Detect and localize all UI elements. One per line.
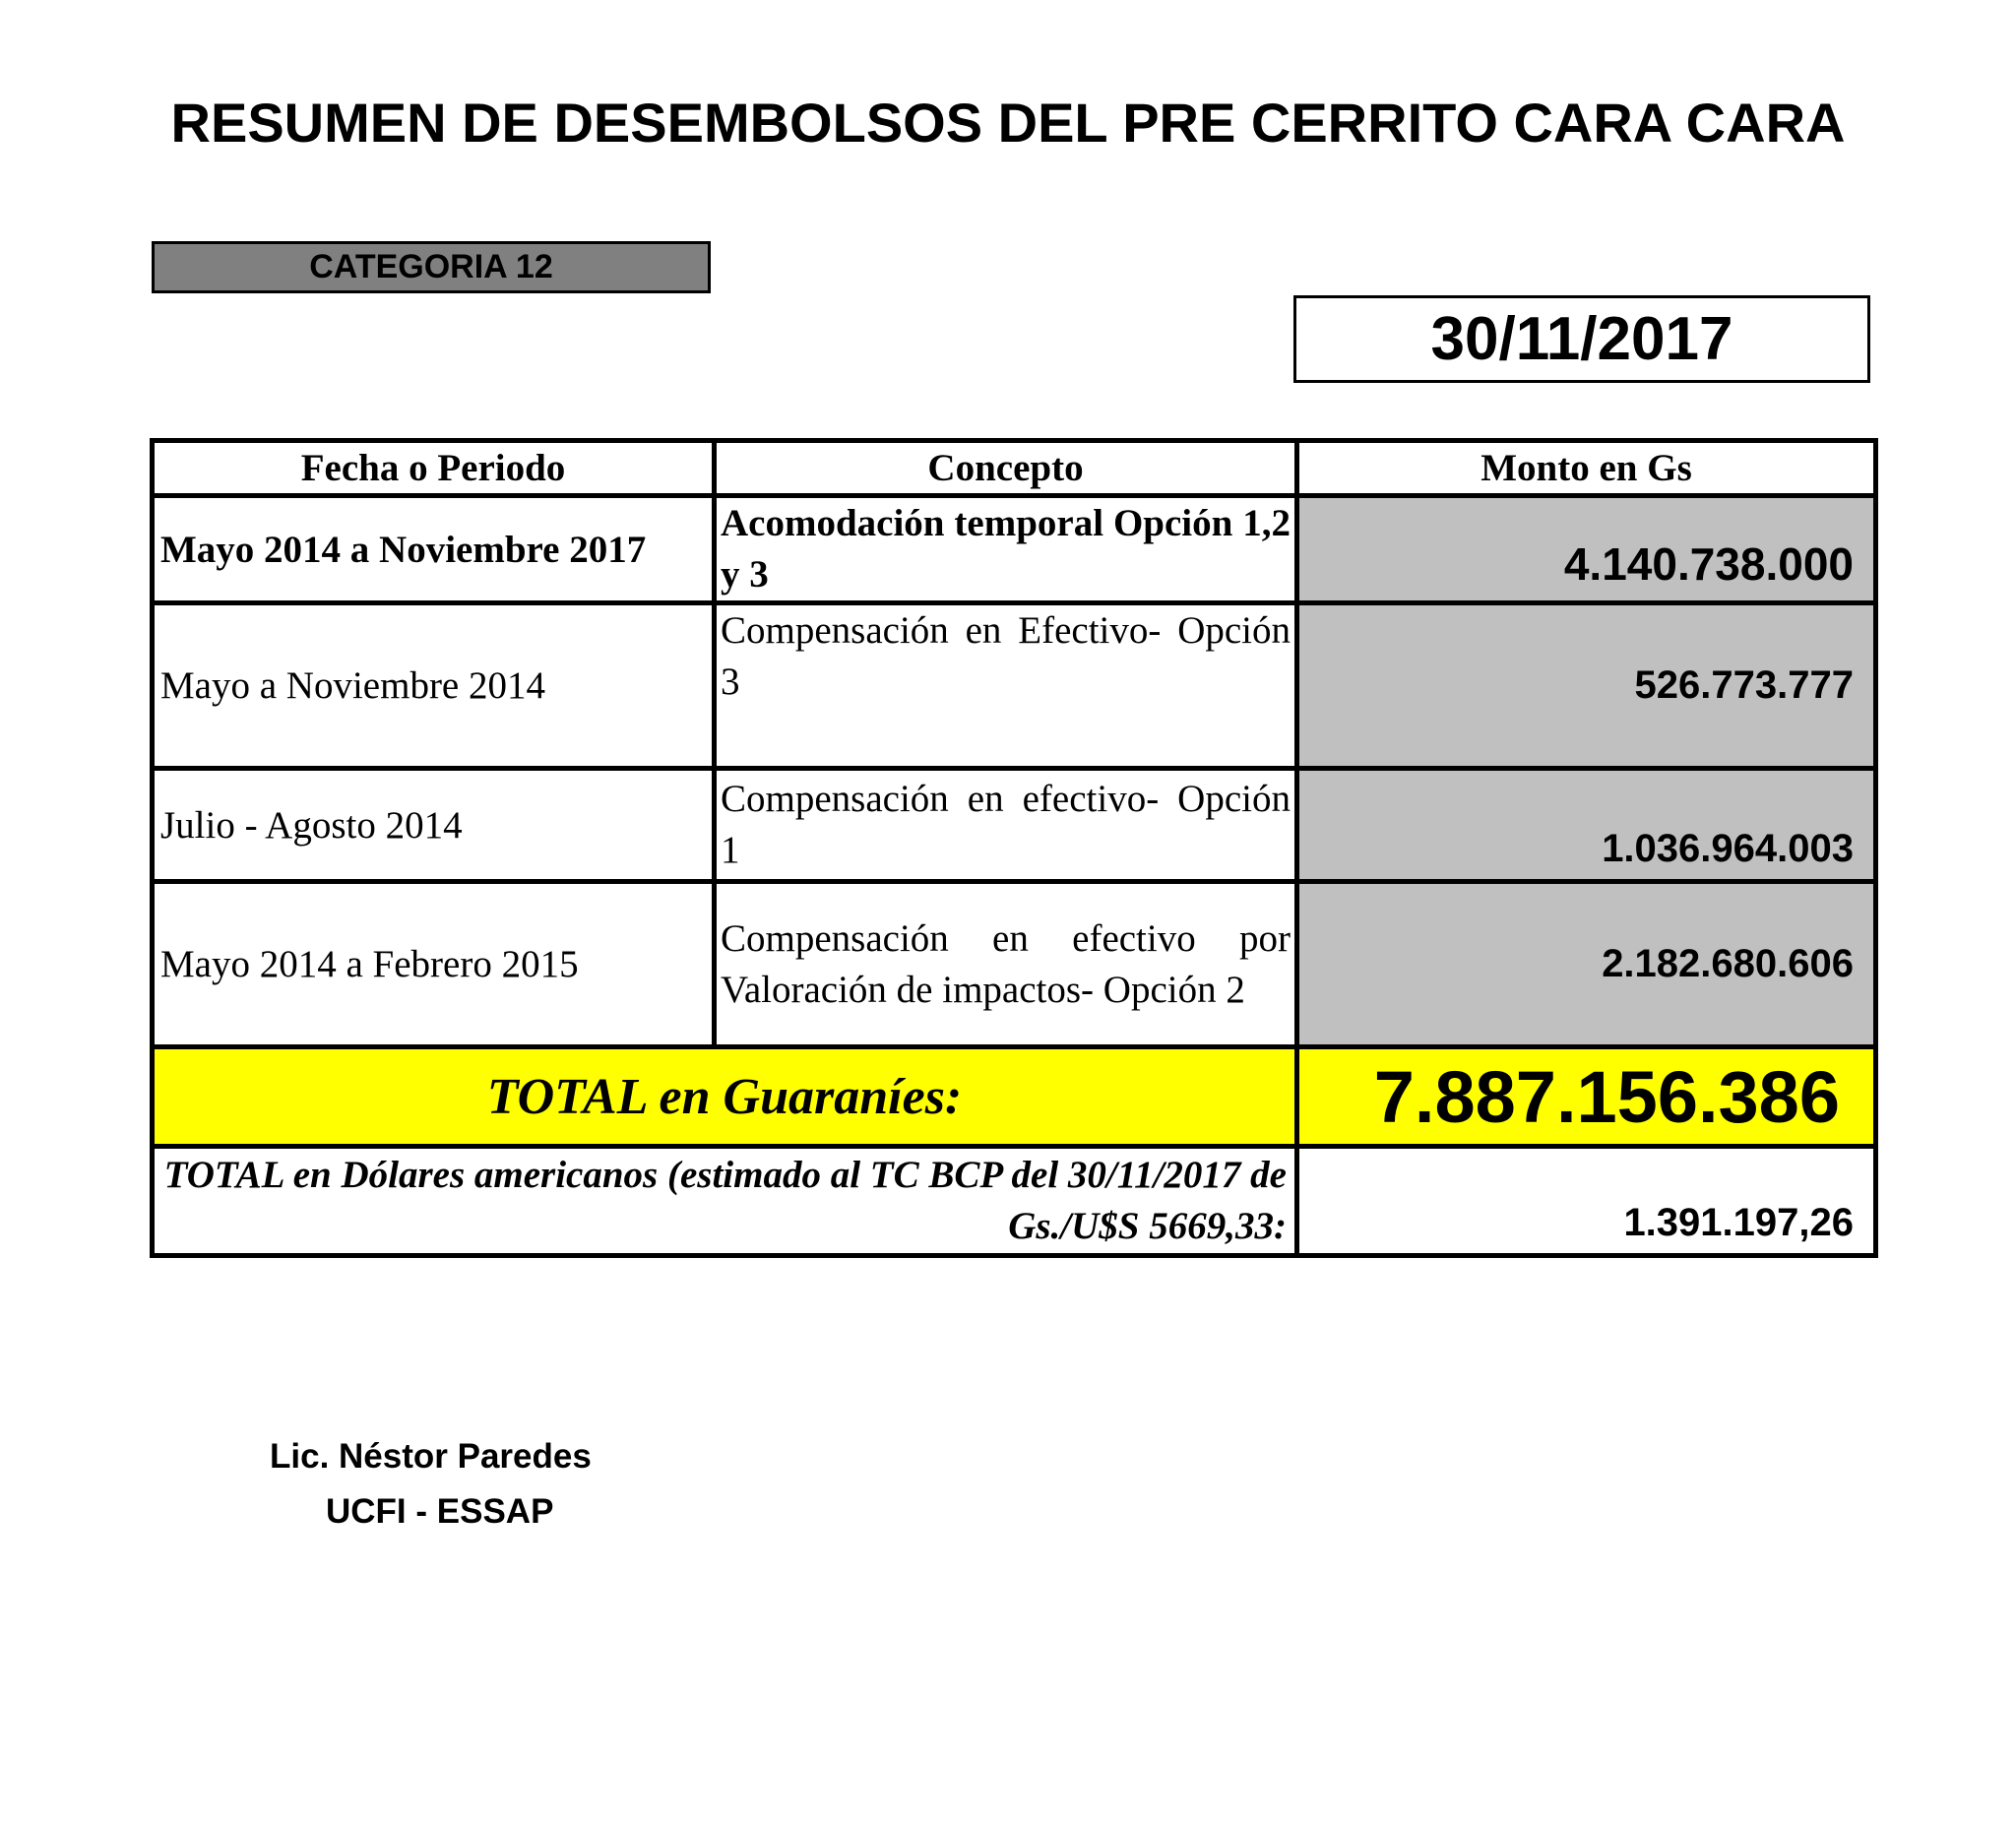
row-period: Mayo 2014 a Noviembre 2017 bbox=[153, 496, 715, 603]
total-gs-row bbox=[153, 1047, 1876, 1147]
signature-name: Lic. Néstor Paredes bbox=[270, 1437, 592, 1476]
total-usd-label: TOTAL en Dólares americanos (estimado al TC BCP del 30/11/2017 de Gs./U$S 5669,33: bbox=[153, 1147, 1297, 1256]
row-period: Mayo 2014 a Febrero 2015 bbox=[153, 882, 715, 1047]
report-date: 30/11/2017 bbox=[1293, 295, 1870, 383]
header-concept: Concepto bbox=[715, 441, 1297, 496]
total-usd-value: 1.391.197,26 bbox=[1297, 1147, 1876, 1256]
total-gs-label: TOTAL en Guaraníes: bbox=[153, 1047, 1297, 1147]
table-row bbox=[153, 496, 1876, 603]
disbursement-table bbox=[150, 438, 1878, 1258]
row-amount: 1.036.964.003 bbox=[1297, 769, 1876, 882]
total-gs-value: 7.887.156.386 bbox=[1297, 1047, 1876, 1147]
category-label: CATEGORIA 12 bbox=[152, 241, 711, 293]
row-concept: Compensación en efectivo- Opción 1 bbox=[715, 769, 1297, 882]
row-amount: 2.182.680.606 bbox=[1297, 882, 1876, 1047]
signature-organization: UCFI - ESSAP bbox=[326, 1492, 554, 1531]
page-title: RESUMEN DE DESEMBOLSOS DEL PRE CERRITO CARA CARA bbox=[170, 92, 1846, 154]
row-concept: Acomodación temporal Opción 1,2 y 3 bbox=[715, 496, 1297, 603]
header-period: Fecha o Periodo bbox=[153, 441, 715, 496]
table-row bbox=[153, 882, 1876, 1047]
row-period: Julio - Agosto 2014 bbox=[153, 769, 715, 882]
table-row bbox=[153, 769, 1876, 882]
table-header-row bbox=[153, 441, 1876, 496]
row-amount: 526.773.777 bbox=[1297, 603, 1876, 769]
row-concept: Compensación en Efectivo- Opción 3 bbox=[715, 603, 1297, 769]
header-amount: Monto en Gs bbox=[1297, 441, 1876, 496]
row-concept: Compensación en efectivo por Valoración de impactos- Opción 2 bbox=[715, 882, 1297, 1047]
total-usd-row bbox=[153, 1147, 1876, 1256]
table-row bbox=[153, 603, 1876, 769]
row-amount bbox=[1297, 496, 1876, 603]
row-amount-value: 4.140.738.000 bbox=[1563, 538, 1854, 590]
row-period: Mayo a Noviembre 2014 bbox=[153, 603, 715, 769]
